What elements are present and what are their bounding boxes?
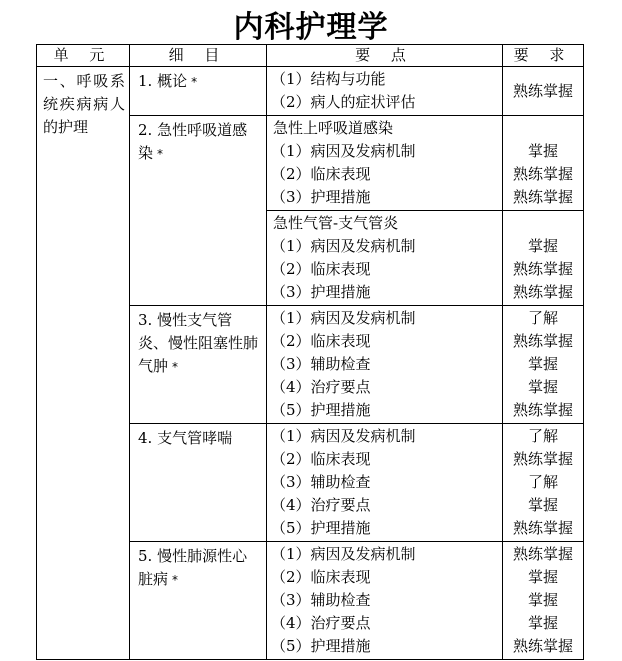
- points-cell: [267, 306, 503, 424]
- point-item: （1）病因及发病机制: [271, 142, 416, 160]
- requirement-text: 熟练掌握: [512, 188, 573, 206]
- point-item: （1）病因及发病机制: [271, 545, 416, 563]
- point-item: （4）治疗要点: [271, 378, 371, 396]
- table-header-row: [37, 45, 584, 67]
- point-item: （5）护理措施: [271, 519, 371, 537]
- detail-label: 5. 慢性肺源性心脏病: [138, 547, 248, 588]
- requirement-cell: [503, 542, 584, 660]
- requirement-text: 掌握: [527, 355, 558, 373]
- requirement-text: 掌握: [527, 378, 558, 396]
- point-item: （2）病人的症状评估: [271, 93, 416, 111]
- point-group-head: 急性上呼吸道感染: [273, 119, 394, 137]
- requirement-text: 了解: [527, 427, 558, 445]
- detail-cell: [130, 67, 267, 116]
- point-item: （5）护理措施: [271, 637, 371, 655]
- detail-label: 4. 支气管哮喘: [138, 429, 233, 447]
- header-unit: 单 元: [37, 45, 130, 67]
- requirement-text: 掌握: [527, 591, 558, 609]
- points-cell: [267, 211, 503, 306]
- requirement-text: 掌握: [527, 142, 558, 160]
- requirement-text: 熟练掌握: [512, 260, 573, 278]
- point-item: （3）辅助检查: [271, 473, 371, 491]
- star-mark: *: [172, 573, 179, 587]
- point-item: （3）护理措施: [271, 283, 371, 301]
- requirement-text: 熟练掌握: [512, 637, 573, 655]
- requirement-cell: [503, 116, 584, 211]
- star-mark: *: [157, 147, 164, 161]
- points-cell: [267, 116, 503, 211]
- table-row: [37, 67, 584, 116]
- requirement-text: 了解: [527, 473, 558, 491]
- requirement-cell: [503, 424, 584, 542]
- point-item: （2）临床表现: [271, 332, 371, 350]
- header-requirement: 要 求: [503, 45, 584, 67]
- detail-cell: [130, 306, 267, 424]
- requirement-text: 了解: [527, 309, 558, 327]
- requirement-text: 熟练掌握: [512, 165, 573, 183]
- detail-cell: [130, 116, 267, 306]
- requirement-text: 熟练掌握: [512, 332, 573, 350]
- requirement-cell: [503, 67, 584, 116]
- point-item: （1）病因及发病机制: [271, 427, 416, 445]
- detail-cell: [130, 542, 267, 660]
- requirement-text: 掌握: [527, 496, 558, 514]
- point-item: （1）病因及发病机制: [271, 309, 416, 327]
- requirement-cell: [503, 211, 584, 306]
- point-item: （2）临床表现: [271, 568, 371, 586]
- requirement-text: 掌握: [527, 568, 558, 586]
- point-item: （3）辅助检查: [271, 591, 371, 609]
- header-points: 要 点: [267, 45, 503, 67]
- detail-label: 2. 急性呼吸道感染: [138, 121, 248, 162]
- point-item: （2）临床表现: [271, 260, 371, 278]
- point-item: （2）临床表现: [271, 165, 371, 183]
- requirement-cell: [503, 306, 584, 424]
- page-title: 内科护理学: [233, 10, 389, 45]
- star-mark: *: [191, 75, 198, 89]
- detail-label: 3. 慢性支气管炎、慢性阻塞性肺气肿: [138, 311, 259, 375]
- requirement-text: 熟练掌握: [512, 450, 573, 468]
- syllabus-table: [36, 44, 584, 660]
- points-cell: [267, 542, 503, 660]
- point-item: （5）护理措施: [271, 401, 371, 419]
- point-item: （1）结构与功能: [271, 70, 386, 88]
- point-item: （2）临床表现: [271, 450, 371, 468]
- requirement-text: 掌握: [527, 614, 558, 632]
- requirement-text: 熟练掌握: [512, 81, 573, 100]
- requirement-text: 熟练掌握: [512, 283, 573, 301]
- detail-cell: [130, 424, 267, 542]
- detail-label: 1. 概论: [138, 72, 188, 90]
- point-item: （4）治疗要点: [271, 614, 371, 632]
- requirement-text: 掌握: [527, 237, 558, 255]
- header-detail: 细 目: [130, 45, 267, 67]
- point-item: （1）病因及发病机制: [271, 237, 416, 255]
- unit-cell: 一、呼吸系统疾病病人的护理: [37, 67, 130, 660]
- requirement-text: 熟练掌握: [512, 519, 573, 537]
- requirement-text: 熟练掌握: [512, 401, 573, 419]
- points-cell: [267, 424, 503, 542]
- point-group-head: 急性气管-支气管炎: [273, 214, 399, 232]
- star-mark: *: [172, 360, 179, 374]
- point-item: （3）护理措施: [271, 188, 371, 206]
- points-cell: [267, 67, 503, 116]
- point-item: （4）治疗要点: [271, 496, 371, 514]
- requirement-text: 熟练掌握: [512, 545, 573, 563]
- point-item: （3）辅助检查: [271, 355, 371, 373]
